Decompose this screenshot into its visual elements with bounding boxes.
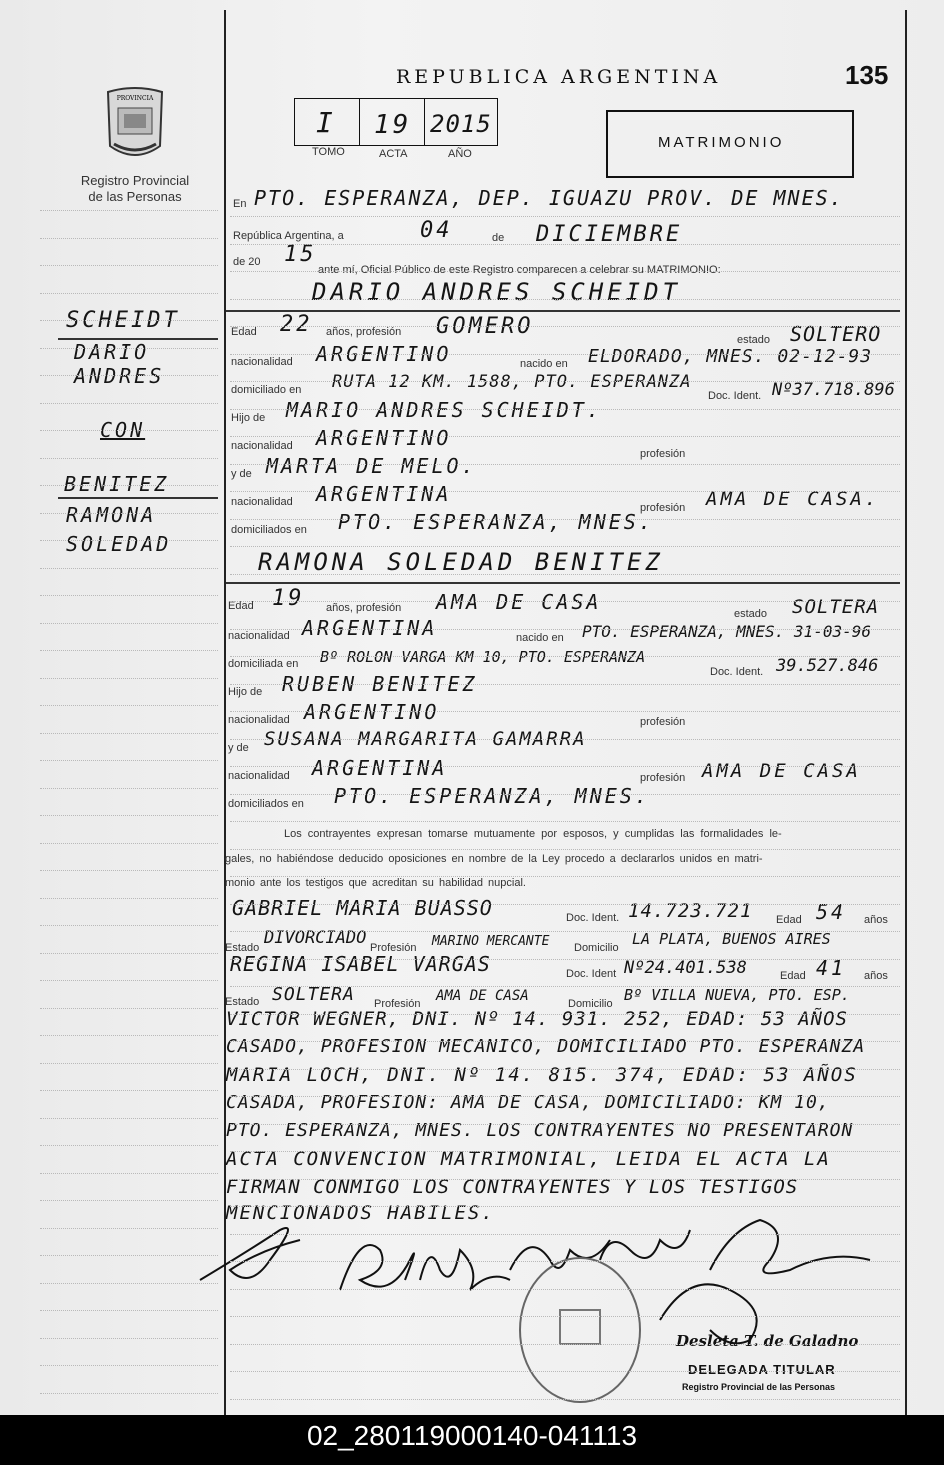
margin-bride-names-2: SOLEDAD [66, 532, 172, 556]
ruled-line [230, 1316, 900, 1317]
place-value: PTO. ESPERANZA, DEP. IGUAZU PROV. DE MNES. [254, 186, 844, 210]
ruled-line [40, 430, 218, 431]
note-line: MENCIONADOS HABILES. [226, 1202, 495, 1224]
groom-yde-label: y de [231, 468, 252, 480]
ruled-line [230, 1289, 900, 1290]
ante-label: ante mí, Oficial Público de este Registro comparecen a celebrar su MATRIMONIO: [318, 264, 721, 276]
ruled-line [230, 1041, 900, 1042]
witness2-name: REGINA ISABEL VARGAS [230, 952, 491, 976]
ruled-line [230, 354, 900, 355]
bride-father-profesion-label: profesión [640, 716, 686, 728]
groom-birthplace: ELDORADO, MNES. 02-12-93 [588, 346, 873, 367]
note-line: MARIA LOCH, DNI. Nº 14. 815. 374, EDAD: 53 AÑOS [226, 1064, 858, 1086]
ruled-line [230, 601, 900, 602]
ruled-line [230, 876, 900, 877]
ruled-line [230, 739, 900, 740]
groom-profesion-label: años, profesión [326, 326, 402, 338]
witness2-profession: AMA DE CASA [436, 988, 529, 1004]
ruled-line [40, 1255, 218, 1256]
groom-father-nacionalidad-label: nacionalidad [231, 440, 293, 452]
groom-mother-nationality: ARGENTINA [316, 482, 452, 506]
ruled-line [40, 1035, 218, 1036]
ruled-line [230, 299, 900, 300]
margin-bride-surname: BENITEZ [64, 472, 170, 496]
bride-nacionalidad-label: nacionalidad [228, 630, 290, 642]
groom-nationality: ARGENTINO [316, 342, 452, 366]
ano-label: AÑO [448, 148, 472, 160]
groom-full-name: DARIO ANDRES SCHEIDT [312, 278, 681, 306]
groom-age: 22 [280, 312, 313, 337]
ruled-line [230, 1179, 900, 1180]
svg-text:PROVINCIA: PROVINCIA [116, 95, 154, 102]
bride-civil-status: SOLTERA [792, 596, 880, 618]
bride-age: 19 [272, 586, 305, 611]
ruled-line [230, 794, 900, 795]
groom-domiciliado-label: domiciliado en [231, 384, 302, 396]
bride-domiciliada-label: domiciliada en [228, 658, 299, 670]
margin-bride-names-1: RAMONA [66, 503, 157, 527]
ruled-line [40, 238, 218, 239]
acta-label: ACTA [379, 148, 408, 160]
ruled-line [40, 815, 218, 816]
ruled-line [230, 629, 900, 630]
bride-father: RUBEN BENITEZ [282, 672, 478, 696]
acta-value: 19 [374, 110, 412, 140]
tomo-value: I [316, 106, 336, 139]
witness2-profesion-label: Profesión [374, 998, 421, 1010]
margin-underline-2 [58, 497, 218, 499]
note-line: FIRMAN CONMIGO LOS CONTRAYENTES Y LOS TESTIGOS [226, 1176, 799, 1198]
ruled-line [230, 271, 900, 272]
ruled-line [40, 375, 218, 376]
witness1-estado-label: Estado [225, 942, 260, 954]
bride-mother: SUSANA MARGARITA GAMARRA [264, 728, 587, 750]
ruled-line [40, 788, 218, 789]
bride-doc-label: Doc. Ident. [710, 666, 764, 678]
bride-father-nacionalidad-label: nacionalidad [228, 714, 290, 726]
ruled-line [40, 595, 218, 596]
section-divider-1 [226, 310, 900, 312]
witness2-estado-label: Estado [225, 996, 260, 1008]
bride-address: Bº ROLON VARGA KM 10, PTO. ESPERANZA [320, 648, 646, 666]
ruled-line [230, 821, 900, 822]
bride-profesion-label: años, profesión [326, 602, 402, 614]
bride-birthplace: PTO. ESPERANZA, MNES. 31-03-96 [582, 622, 871, 641]
margin-groom-names-2: ANDRES [74, 364, 165, 388]
ruled-line [40, 1310, 218, 1311]
ano-value: 2015 [430, 110, 492, 138]
ruled-line [40, 1393, 218, 1394]
ruled-line [230, 1344, 900, 1345]
bride-mother-profesion-label: profesión [640, 772, 686, 784]
bride-edad-label: Edad [228, 600, 254, 612]
bride-nacido-label: nacido en [516, 632, 564, 644]
registry-name: Registro Provincial de las Personas [80, 173, 190, 204]
ruled-line [40, 843, 218, 844]
witness1-domicilio-label: Domicilio [574, 942, 619, 954]
note-line: CASADO, PROFESION MECANICO, DOMICILIADO PTO. ESPERANZA [226, 1036, 866, 1057]
ruled-line [230, 1124, 900, 1125]
groom-civil-status: SOLTERO [790, 322, 882, 346]
ruled-line [40, 320, 218, 321]
witness1-anos-label: años [864, 914, 888, 926]
ruled-line [230, 574, 900, 575]
bride-full-name: RAMONA SOLEDAD BENITEZ [258, 548, 664, 576]
ruled-line [40, 623, 218, 624]
ruled-line [40, 1283, 218, 1284]
witness2-edad-label: Edad [780, 970, 806, 982]
note-line: CASADA, PROFESION: AMA DE CASA, DOMICILIADO: KM 10, [226, 1092, 830, 1113]
witness1-status: DIVORCIADO [264, 928, 367, 948]
statement-line-1: Los contrayentes expresan tomarse mutuamente por esposos, y cumplidas las formalidades le- [284, 828, 782, 840]
ruled-line [40, 705, 218, 706]
ruled-line [230, 684, 900, 685]
ruled-line [40, 733, 218, 734]
margin-groom-names-1: DARIO [74, 340, 150, 364]
ruled-line [230, 1096, 900, 1097]
act-reference-box [294, 98, 498, 164]
ruled-line [230, 711, 900, 712]
ruled-line [40, 1338, 218, 1339]
de20-label: de 20 [233, 256, 261, 268]
ruled-line [40, 403, 218, 404]
witness2-domicilio-label: Domicilio [568, 998, 613, 1010]
year-value: 15 [284, 242, 317, 267]
note-line: VICTOR WEGNER, DNI. Nº 14. 931. 252, EDAD: 53 AÑOS [226, 1008, 848, 1030]
ruled-line [40, 678, 218, 679]
en-label: En [233, 198, 247, 210]
ruled-line [230, 464, 900, 465]
groom-mother-profession: AMA DE CASA. [706, 488, 880, 510]
ruled-line [40, 1173, 218, 1174]
ruled-line [230, 766, 900, 767]
groom-mother-nacionalidad-label: nacionalidad [231, 496, 293, 508]
bride-mother-nacionalidad-label: nacionalidad [228, 770, 290, 782]
ruled-line [40, 568, 218, 569]
groom-doc: Nº37.718.896 [772, 380, 895, 400]
ruled-line [230, 381, 900, 382]
ruled-line [230, 1399, 900, 1400]
bride-estado-label: estado [734, 608, 768, 620]
witness1-edad-label: Edad [776, 914, 802, 926]
groom-mother: MARTA DE MELO. [266, 454, 477, 478]
ruled-line [40, 953, 218, 954]
ruled-line [40, 265, 218, 266]
ruled-line [40, 1008, 218, 1009]
groom-mother-profesion-label: profesión [640, 502, 686, 514]
bride-doc: 39.527.846 [776, 656, 879, 676]
bride-mother-nationality: ARGENTINA [312, 756, 448, 780]
bride-father-nationality: ARGENTINO [304, 700, 440, 724]
ruled-line [230, 491, 900, 492]
right-border-line [905, 10, 907, 1415]
groom-address: RUTA 12 KM. 1588, PTO. ESPERANZA [332, 372, 692, 392]
ruled-line [230, 1371, 900, 1372]
act-type-label: MATRIMONIO [658, 134, 785, 151]
ruled-line [230, 959, 900, 960]
ruled-line [230, 931, 900, 932]
margin-con: CON [100, 418, 146, 442]
ruled-line [40, 485, 218, 486]
ruled-line [230, 1261, 900, 1262]
ruled-line [40, 1090, 218, 1091]
statement-line-3: monio ante los testigos que acreditan su habilidad nupcial. [225, 877, 526, 889]
ruled-line [230, 436, 900, 437]
ruled-line [40, 1365, 218, 1366]
act-type-box [606, 110, 854, 178]
ruled-line [40, 458, 218, 459]
groom-father-profesion-label: profesión [640, 448, 686, 460]
ruled-line [40, 293, 218, 294]
ruled-line [230, 546, 900, 547]
ruled-line [40, 1228, 218, 1229]
bride-parents-address: PTO. ESPERANZA, MNES. [334, 784, 650, 808]
ruled-line [230, 409, 900, 410]
republica-label: República Argentina, a [233, 230, 344, 242]
bride-hijo-label: Hijo de [228, 686, 263, 698]
witness1-profesion-label: Profesión [370, 942, 417, 954]
ruled-line [230, 986, 900, 987]
ruled-line [40, 513, 218, 514]
de-label: de [492, 232, 505, 244]
ruled-line [230, 244, 900, 245]
scan-code-footer: 02_280119000140-041113 [0, 1415, 944, 1465]
ruled-line [40, 1145, 218, 1146]
ruled-line [230, 1234, 900, 1235]
note-line: PTO. ESPERANZA, MNES. LOS CONTRAYENTES NO PRESENTARON [226, 1120, 854, 1141]
ruled-line [40, 348, 218, 349]
bride-nationality: ARGENTINA [302, 616, 438, 640]
ruled-line [40, 1063, 218, 1064]
groom-estado-label: estado [737, 334, 771, 346]
ruled-line [230, 519, 900, 520]
ruled-line [40, 210, 218, 211]
section-divider-2 [226, 582, 900, 584]
witness1-name: GABRIEL MARIA BUASSO [232, 896, 493, 920]
groom-profession: GOMERO [436, 314, 534, 339]
official-name: Desleta T. de Galadno [676, 1332, 859, 1350]
witness2-age: 41 [816, 956, 847, 980]
ruled-line [230, 656, 900, 657]
groom-nacido-label: nacido en [520, 358, 568, 370]
ruled-line [230, 216, 900, 217]
bride-profession: AMA DE CASA [436, 590, 602, 614]
official-office: Registro Provincial de las Personas [682, 1382, 836, 1392]
ruled-line [230, 1206, 900, 1207]
groom-doc-label: Doc. Ident. [708, 390, 762, 402]
ruled-line [230, 904, 900, 905]
ruled-line [230, 849, 900, 850]
ruled-line [40, 540, 218, 541]
witness1-address: LA PLATA, BUENOS AIRES [632, 930, 831, 948]
ruled-line [40, 650, 218, 651]
page-number: 135 [845, 60, 889, 90]
tomo-label: TOMO [312, 146, 345, 158]
official-title: DELEGADA TITULAR [688, 1362, 836, 1377]
witness2-status: SOLTERA [272, 984, 355, 1005]
ruled-line [40, 980, 218, 981]
witness2-address: Bº VILLA NUEVA, PTO. ESP. [624, 986, 850, 1004]
groom-edad-label: Edad [231, 326, 257, 338]
witness1-doc: 14.723.721 [628, 900, 753, 922]
witness2-anos-label: años [864, 970, 888, 982]
day-value: 04 [420, 218, 453, 243]
ruled-line [40, 925, 218, 926]
ruled-line [230, 326, 900, 327]
margin-groom-surname: SCHEIDT [66, 308, 180, 333]
ruled-line [40, 898, 218, 899]
ruled-line [40, 1200, 218, 1201]
country-title: REPUBLICA ARGENTINA [396, 66, 722, 88]
groom-parents-domicilio-label: domiciliados en [231, 524, 307, 536]
ruled-line [230, 1014, 900, 1015]
month-value: DICIEMBRE [536, 222, 683, 247]
ruled-line [40, 1118, 218, 1119]
witness1-age: 54 [816, 900, 847, 924]
witness2-doc-label: Doc. Ident [566, 968, 617, 980]
ruled-line [40, 870, 218, 871]
ruled-line [40, 760, 218, 761]
groom-hijo-label: Hijo de [231, 412, 266, 424]
witness1-profession: MARINO MERCANTE [432, 934, 550, 949]
groom-father: MARIO ANDRES SCHEIDT. [286, 398, 602, 422]
ruled-line [230, 1069, 900, 1070]
signatures [190, 1210, 910, 1410]
witness2-doc: Nº24.401.538 [624, 958, 747, 978]
provincial-seal [100, 86, 170, 164]
note-line: ACTA CONVENCION MATRIMONIAL, LEIDA EL ACTA LA [226, 1148, 831, 1170]
bride-yde-label: y de [228, 742, 249, 754]
groom-parents-address: PTO. ESPERANZA, MNES. [338, 510, 654, 534]
bride-parents-domicilio-label: domiciliados en [228, 798, 304, 810]
bride-mother-profession: AMA DE CASA [702, 760, 861, 782]
groom-father-nationality: ARGENTINO [316, 426, 452, 450]
ruled-line [230, 1151, 900, 1152]
groom-nacionalidad-label: nacionalidad [231, 356, 293, 368]
statement-line-2: gales, no habiéndose deducido oposiciones en nombre de la Ley procedo a declararlos unidos en matri- [225, 853, 763, 865]
witness1-doc-label: Doc. Ident. [566, 912, 620, 924]
